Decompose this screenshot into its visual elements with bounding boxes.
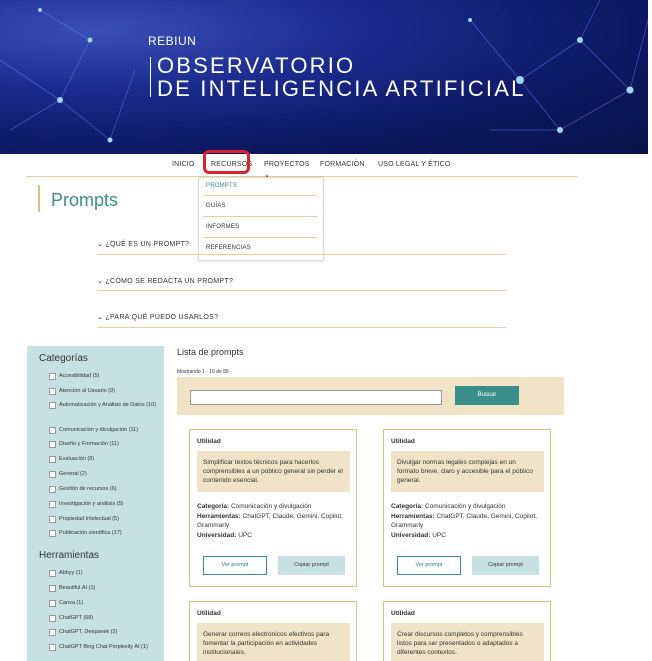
dropdown-divider [203,237,317,238]
results-count: Mostrando 1 - 10 de 89 [177,369,229,375]
main-nav [0,154,648,178]
card-description: Crear discursos completos y comprensibles listos para ser presentados o adaptados a diferentes contextos. [391,623,544,661]
category-filter[interactable]: Gestión de recursos (6) [49,485,161,493]
prompt-card [189,429,357,587]
search-button[interactable]: Buscar [455,386,519,405]
checkbox[interactable] [49,501,56,508]
checkbox[interactable] [49,615,56,622]
accordion-divider [97,290,506,291]
list-title: Lista de prompts [177,347,244,357]
dropdown-divider [203,216,317,217]
brand-rebiun: REBIUN [148,34,197,48]
checkbox[interactable] [49,402,56,409]
search-input[interactable] [190,390,442,405]
checkbox[interactable] [49,373,56,380]
card-heading: Utilidad [197,438,221,445]
card-description: Divulgar normas legales complejas en un formato breve, claro y accesible para el público general. [391,451,544,492]
card-description: Generar correos electrónicos efectivos para fomentar la participación en actividades institucionales. [197,623,350,661]
nav-inicio[interactable]: INICIO [172,161,195,168]
card-heading: Utilidad [391,610,415,617]
recursos-dropdown-menu [198,177,324,261]
checkbox[interactable] [49,427,56,434]
category-filter[interactable]: Atención al Usuario (9) [49,387,161,395]
nav-proyectos[interactable]: PROYECTOS [264,161,310,168]
category-filter[interactable]: Automatización y Análisis de Datos (10) [49,401,161,409]
checkbox[interactable] [49,471,56,478]
tool-filter[interactable]: Abbyy (1) [49,569,161,577]
checkbox[interactable] [49,644,56,651]
prompt-card [189,601,357,661]
checkbox[interactable] [49,600,56,607]
checkbox[interactable] [49,570,56,577]
nav-uso-legal[interactable]: USO LEGAL Y ÉTICO [378,161,451,168]
brand-divider [150,57,151,97]
checkbox[interactable] [49,585,56,592]
accordion-para-que-usarlos[interactable]: ⌄ ¿PARA QUÉ PUEDO USARLOS? [97,314,219,321]
annotation-highlight-box [203,150,253,174]
view-prompt-button[interactable]: Ver prompt [203,556,267,575]
category-filter[interactable]: Accesibilidad (5) [49,372,161,380]
card-description: Simplificar textos técnicos para hacerlos comprensibles a un público general sin perder el contenido esencial. [197,451,350,492]
checkbox[interactable] [49,486,56,493]
tool-filter[interactable]: Canva (1) [49,599,161,607]
category-filter[interactable]: Investigación y análisis (5) [49,500,161,508]
dropdown-item-guias[interactable]: GUÍAS [206,203,226,209]
checkbox[interactable] [49,530,56,537]
card-university: UPC [238,531,252,539]
site-title-line-1: OBSERVATORIO [157,53,356,78]
accordion-como-se-redacta[interactable]: ⌄ ¿CÓMO SE REDACTA UN PROMPT? [97,278,234,285]
nav-recursos[interactable]: RECURSOS [211,161,253,168]
filters-sidebar [27,346,164,661]
card-heading: Utilidad [391,438,415,445]
dropdown-item-referencias[interactable]: REFERENCIAS [206,245,251,251]
accordion-divider [97,327,506,328]
tools-heading: Herramientas [39,550,100,561]
tool-filter[interactable]: ChatGPT (68) [49,614,161,622]
checkbox[interactable] [49,388,56,395]
dropdown-divider [203,195,317,196]
card-category: Comunicación y divulgación [230,503,312,510]
nav-formacion[interactable]: FORMACIÓN [320,161,365,168]
copy-prompt-button[interactable]: Copiar prompt [278,556,345,575]
prompt-card [383,601,551,661]
checkbox[interactable] [49,516,56,523]
category-filter[interactable]: Propiedad Intelectual (5) [49,515,161,523]
card-category: Comunicación y divulgación [424,503,506,510]
category-filter[interactable]: Comunicación y divulgación (11) [49,426,161,434]
card-tools: ChatGPT, Claude, Gemini, Copilot, Grammarly [197,512,343,529]
tool-filter[interactable]: Beautiful.AI (1) [49,584,161,592]
copy-prompt-button[interactable]: Copiar prompt [472,556,539,575]
card-heading: Utilidad [197,610,221,617]
card-meta: Categoría: Comunicación y divulgación Herramientas: ChatGPT, Claude, Gemini, Copilot, Grammarly Universidad: UPC [197,503,343,539]
checkbox[interactable] [49,456,56,463]
page-title: Prompts [51,190,119,210]
category-filter[interactable]: General (2) [49,470,161,478]
tool-filter[interactable]: ChatGPT Bing Chat Perplexity AI (1) [49,643,161,651]
category-filter[interactable]: Diseño y Formación (11) [49,440,161,448]
checkbox[interactable] [49,441,56,448]
dropdown-item-informes[interactable]: INFORMES [206,224,240,230]
card-university: UPC [432,531,446,539]
category-filter[interactable]: Evaluación (8) [49,455,161,463]
card-tools: ChatGPT, Claude, Gemini, Copilot, Grammarly [391,512,537,529]
search-panel [177,377,564,415]
accordion-divider [97,254,506,255]
category-filter[interactable]: Publicación científica (17) [49,529,161,537]
card-meta: Categoría: Comunicación y divulgación Herramientas: ChatGPT, Claude, Gemini, Copilot, Grammarly Universidad: UPC [391,503,537,539]
accordion-que-es-prompt[interactable]: ⌄ ¿QUÉ ES UN PROMPT? [97,241,190,248]
categories-heading: Categorías [39,353,88,364]
view-prompt-button[interactable]: Ver prompt [397,556,461,575]
site-title-line-2: DE INTELIGENCIA ARTIFICIAL [157,76,526,101]
title-accent-bar [38,185,40,212]
tool-filter[interactable]: ChatGPT, Deepseek (2) [49,628,161,636]
dropdown-item-prompts[interactable]: PROMPTS [206,183,238,189]
prompt-card [383,429,551,587]
site-banner [0,0,648,154]
checkbox[interactable] [49,629,56,636]
